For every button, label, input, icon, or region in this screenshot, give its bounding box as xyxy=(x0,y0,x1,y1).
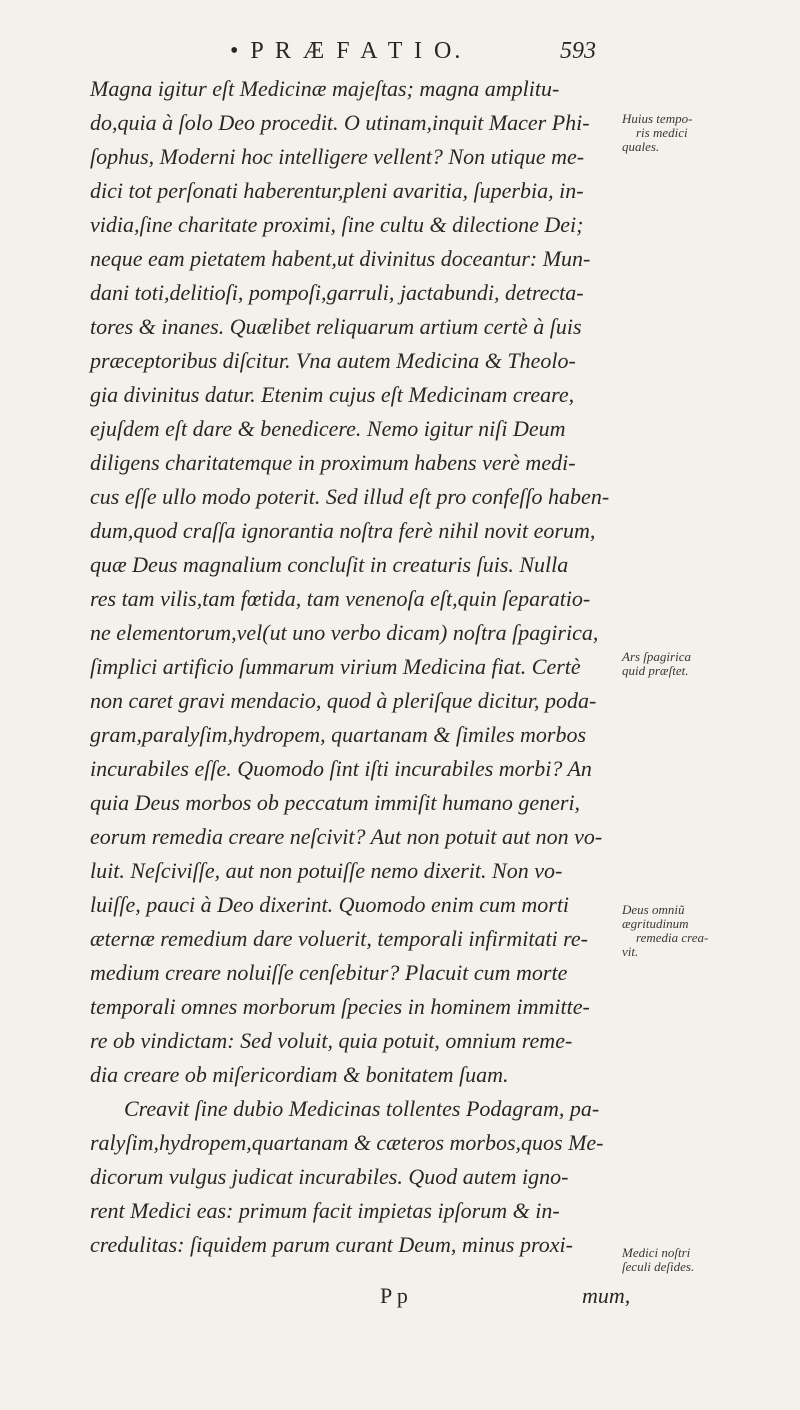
text-line: Magna igitur eſt Medicinæ majeſtas; magna amplitu- xyxy=(90,76,560,101)
margin-note-line: Medici noſtri xyxy=(622,1245,691,1260)
text-line: dicorum vulgus judicat incurabiles. Quod autem igno- xyxy=(90,1164,569,1189)
text-line: gram,paralyſim,hydropem, quartanam & ſimiles morbos xyxy=(90,722,587,747)
body-text xyxy=(90,72,618,1262)
text-line: do,quia à ſolo Deo procedit. O utinam,inquit Macer Phi- xyxy=(90,110,590,135)
margin-note-line: quid præſtet. xyxy=(622,663,689,678)
text-line: ſophus, Moderni hoc intelligere vellent? Non utique me- xyxy=(90,144,585,169)
text-line: re ob vindictam: Sed voluit, quia potuit, omnium reme- xyxy=(90,1028,573,1053)
text-line: ralyſim,hydropem,quartanam & cæteros morbos,quos Me- xyxy=(90,1130,604,1155)
text-line: res tam vilis,tam fœtida, tam venenoſa eſt,quin ſeparatio- xyxy=(90,586,591,611)
margin-note-line: Deus omniũ xyxy=(622,902,685,917)
text-line: eorum remedia creare neſcivit? Aut non potuit aut non vo- xyxy=(90,824,603,849)
margin-note xyxy=(622,903,782,959)
page-number: 593 xyxy=(560,38,596,64)
margin-note xyxy=(622,650,782,678)
text-line: incurabiles eſſe. Quomodo ſint iſti incurabiles morbi? An xyxy=(90,756,592,781)
text-line: non caret gravi mendacio, quod à pleriſque dicitur, poda- xyxy=(90,688,597,713)
text-line: Creavit ſine dubio Medicinas tollentes Podagram, pa- xyxy=(124,1096,600,1121)
running-title: • P R Æ F A T I O. xyxy=(230,38,464,64)
margin-note xyxy=(622,1246,782,1274)
margin-note-line: remedia crea- xyxy=(636,930,709,945)
text-line: luit. Neſciviſſe, aut non potuiſſe nemo dixerit. Non vo- xyxy=(90,858,563,883)
page-footer xyxy=(0,1283,800,1313)
text-line: neque eam pietatem habent,ut divinitus doceantur: Mun- xyxy=(90,246,591,271)
text-line: dici tot perſonati haberentur,pleni avaritia, ſuperbia, in- xyxy=(90,178,584,203)
text-line: vidia,ſine charitate proximi, ſine cultu & dilectione Dei; xyxy=(90,212,584,237)
text-line: dia creare ob miſericordiam & bonitatem ſuam. xyxy=(90,1062,509,1087)
catchword: mum, xyxy=(582,1283,631,1308)
running-header xyxy=(180,38,596,68)
text-line: ſimplici artificio ſummarum virium Medicina fiat. Certè xyxy=(90,654,581,679)
text-line: dani toti,delitioſi, pompoſi,garruli, jactabundi, detrecta- xyxy=(90,280,584,305)
text-line: ejuſdem eſt dare & benedicere. Nemo igitur niſi Deum xyxy=(90,416,566,441)
text-line: cus eſſe ullo modo poterit. Sed illud eſt pro confeſſo haben- xyxy=(90,484,610,509)
margin-note-line: ſeculi deſides. xyxy=(622,1259,695,1274)
text-line: credulitas: ſiquidem parum curant Deum, minus proxi- xyxy=(90,1232,573,1257)
margin-note-line: Huius tempo- xyxy=(622,111,693,126)
text-line: luiſſe, pauci à Deo dixerint. Quomodo enim cum morti xyxy=(90,892,570,917)
text-line: quæ Deus magnalium concluſit in creaturis ſuis. Nulla xyxy=(90,552,569,577)
text-line: dum,quod craſſa ignorantia noſtra ferè nihil novit eorum, xyxy=(90,518,596,543)
text-line: diligens charitatemque in proximum habens verè medi- xyxy=(90,450,576,475)
margin-note-line: ægritudinum xyxy=(622,916,689,931)
text-line: medium creare noluiſſe cenſebitur? Placuit cum morte xyxy=(90,960,568,985)
signature-mark: P p xyxy=(380,1283,408,1308)
text-line: rent Medici eas: primum facit impietas ipſorum & in- xyxy=(90,1198,560,1223)
text-line: gia divinitus datur. Etenim cujus eſt Medicinam creare, xyxy=(90,382,575,407)
margin-note-line: Ars ſpagirica xyxy=(622,649,691,664)
margin-note xyxy=(622,112,782,154)
text-line: præceptoribus diſcitur. Vna autem Medicina & Theolo- xyxy=(90,348,576,373)
margin-note-line: vit. xyxy=(622,944,639,959)
margin-note-line: ris medici xyxy=(636,125,688,140)
text-line: ne elementorum,vel(ut uno verbo dicam) noſtra ſpagirica, xyxy=(90,620,599,645)
text-line: tores & inanes. Quælibet reliquarum artium certè à ſuis xyxy=(90,314,582,339)
text-line: æternæ remedium dare voluerit, temporali infirmitati re- xyxy=(90,926,589,951)
text-line: quia Deus morbos ob peccatum immiſit humano generi, xyxy=(90,790,581,815)
text-line: temporali omnes morborum ſpecies in hominem immitte- xyxy=(90,994,590,1019)
margin-note-line: quales. xyxy=(622,139,660,154)
